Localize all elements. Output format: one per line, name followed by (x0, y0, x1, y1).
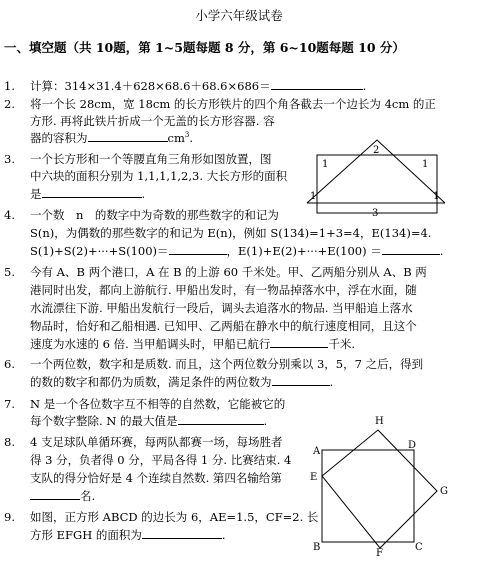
q5-line4: 物品时，恰好和乙船相遇. 已知甲、乙两船在静水中的航行速度相同，且这个 (30, 319, 417, 333)
q6-line2-text: 的数的数字和都仍为质数，满足条件的两位数为 (30, 375, 272, 389)
fig2-label-E: E (310, 472, 318, 483)
q4-line1: 一个数 n 的数字中为奇数的那些数字的和记为 (30, 208, 279, 222)
q2-line1: 将一个长 28cm，宽 18cm 的长方形铁片的四个角各截去一个边长为 4cm 的正 (30, 97, 436, 111)
q5-answer-blank[interactable] (270, 347, 328, 348)
q5-line5-text: 速度为水速的 6 倍. 当甲船调头时，甲船已航行 (30, 337, 271, 351)
q9-line2-text: 方形 EFGH 的面积为 (30, 528, 142, 542)
fig2-label-G: G (440, 486, 448, 497)
q1-line1: 计算：314×31.4＋628×68.6＋68.6×686＝ (30, 79, 271, 93)
q5-line3: 水流漂往下游. 甲船出发航行一段后，调头去追落水的物品. 当甲船追上落水 (30, 301, 413, 315)
q7-answer-blank[interactable] (178, 424, 264, 425)
q4-answer-blank-2[interactable] (382, 254, 440, 255)
q3-number: 3. (4, 152, 15, 166)
q2-unit: cm (167, 131, 185, 145)
q7-line2-text: 每个数字整除. N 的最大值是 (30, 414, 178, 428)
q2-unit-sup: 3 (184, 131, 190, 140)
q1-number: 1. (4, 79, 15, 93)
section-heading: 一、填空题（共 10题，第 1~5题每题 8 分，第 6~10题每题 10 分） (4, 40, 405, 55)
q7-line2 (30, 413, 267, 430)
q3-line2: 中六块的面积分别为 1,1,1,1,2,3. 大长方形的面积 (30, 169, 288, 183)
q4-number: 4. (4, 208, 15, 222)
q2-end: . (189, 131, 193, 145)
figure-square-rectangle (310, 416, 460, 586)
q8-answer-blank[interactable] (30, 499, 80, 500)
fig2-label-B: B (313, 542, 321, 553)
q6-line2 (30, 374, 333, 391)
q3-line3-text: 是 (30, 187, 42, 201)
q5-line5 (30, 336, 355, 353)
q7-end: . (263, 414, 268, 428)
q1-end: . (362, 79, 367, 93)
fig1-rectangle (317, 155, 440, 213)
fig1-label-left-corner: 1 (310, 191, 317, 202)
q9-line2 (30, 527, 226, 544)
q8-number: 8. (4, 435, 15, 449)
q8-line2: 得 3 分，负者得 0 分，平局各得 1 分. 比赛结束. 4 (30, 453, 292, 467)
q4-line2: S(n)，为偶数的那些数字的和记为 E(n)，例如 S(134)=1+3=4，E(134)=4. (30, 226, 432, 240)
q5-number: 5. (4, 265, 15, 279)
q3-end: . (141, 187, 146, 201)
q9-number: 9. (4, 510, 15, 524)
q4-end: . (439, 244, 444, 258)
fig2-label-C: C (415, 542, 423, 553)
fig1-label-right: 1 (422, 159, 429, 170)
fig2-label-F: F (376, 548, 383, 559)
q4-answer-blank-1[interactable] (169, 254, 227, 255)
fig1-label-top: 2 (373, 145, 380, 156)
q9-answer-blank[interactable] (142, 538, 222, 539)
q6-end: . (329, 375, 334, 389)
figure-rectangle-triangle (305, 140, 445, 220)
page-title: 小学六年级试卷 (195, 8, 283, 23)
fig1-label-bottom: 3 (372, 208, 379, 219)
fig2-label-H: H (375, 416, 384, 427)
q9-end: . (221, 528, 226, 542)
q6-line1: 一个两位数，数字和是质数. 而且，这个两位数分别乘以 3，5，7 之后，得到 (30, 357, 424, 371)
q8-line1: 4 支足球队单循环赛，每两队都赛一场，每场胜者 (30, 435, 283, 449)
q5-unit: 千米. (328, 337, 356, 351)
fig2-rectangle-efgh (322, 430, 437, 548)
q2-line3 (30, 130, 193, 147)
q9-line1: 如图，正方形 ABCD 的边长为 6，AE=1.5，CF=2. 长 (30, 510, 319, 524)
q8-line4 (30, 488, 95, 505)
fig1-label-right-corner: 1 (433, 191, 440, 202)
q5-line2: 港同时出发，都向上游航行. 甲船出发时，有一物品掉落水中，浮在水面，随 (30, 283, 417, 297)
q7-number: 7. (4, 397, 15, 411)
q3-answer-blank[interactable] (42, 197, 142, 198)
q5-line1: 今有 A、B 两个港口，A 在 B 的上游 60 千米处。甲、乙两船分别从 A、B 两 (30, 265, 427, 279)
q7-line1: N 是一个各位数字互不相等的自然数，它能被它的 (30, 397, 286, 411)
fig2-label-D: D (408, 440, 417, 451)
q4-line3b: ，E(1)+E(2)+···+E(100) ＝ (226, 244, 382, 258)
q3-line3 (30, 186, 145, 203)
q2-line2: 方形. 再将此铁片折成一个无盖的长方形容器. 容 (30, 114, 275, 128)
q2-line3-text: 器的容积为 (30, 131, 88, 145)
fig1-label-left: 1 (322, 159, 329, 170)
q2-number: 2. (4, 97, 15, 111)
q1-answer-blank[interactable] (271, 89, 363, 90)
q4-line3 (30, 243, 443, 260)
q8-line3: 支队的得分恰好是 4 个连续自然数. 第四名输给第 (30, 471, 282, 485)
q2-answer-blank[interactable] (88, 141, 168, 142)
q6-answer-blank[interactable] (272, 385, 330, 386)
q6-number: 6. (4, 357, 15, 371)
q3-line1: 一个长方形和一个等腰直角三角形如图放置，图 (30, 152, 272, 166)
q4-line3a: S(1)+S(2)+···+S(100)＝ (30, 244, 169, 258)
q1-text (30, 78, 366, 95)
q8-line4-text: 名. (80, 489, 96, 503)
fig2-label-A: A (313, 446, 321, 457)
